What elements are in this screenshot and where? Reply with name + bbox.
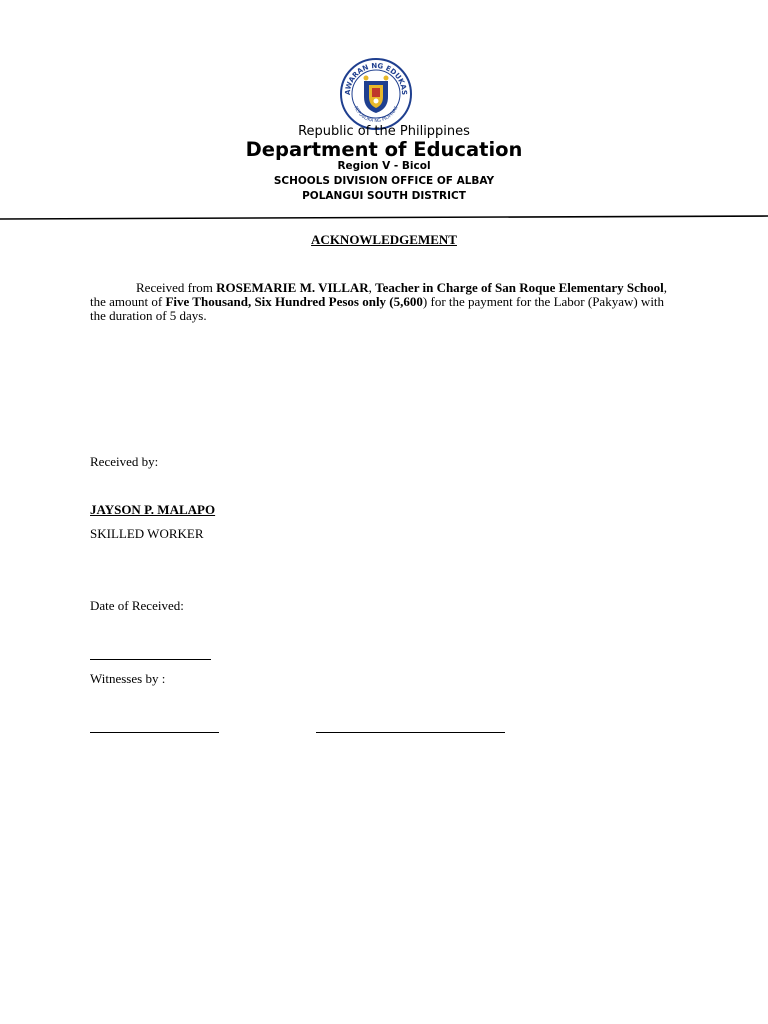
paragraph-mid: , the amount of: [90, 280, 667, 309]
paragraph-intro: Received from: [136, 280, 217, 295]
witness-2-signature-line: [316, 732, 505, 733]
payer-role: Teacher in Charge of San Roque Elementary School: [375, 280, 664, 295]
paragraph-tail: for the payment for the Labor (Pakyaw) with the duration of 5 days.: [90, 294, 665, 323]
document-title: ACKNOWLEDGEMENT: [311, 232, 457, 247]
received-by-label: Received by:: [90, 454, 159, 469]
receiver-position: SKILLED WORKER: [90, 526, 204, 541]
paragraph-sep: ,: [368, 280, 376, 295]
svg-text:REPUBLIKA NG PILIPINAS: REPUBLIKA NG PILIPINAS: [352, 105, 400, 125]
acknowledgement-paragraph: [90, 281, 680, 323]
svg-text:KAGAWARAN NG EDUKASYON: AWARAN NG EDUKAS: [343, 61, 409, 96]
region-heading: Region V - Bicol: [337, 160, 431, 172]
date-received-label: Date of Received:: [90, 598, 184, 613]
paragraph-close-paren: ): [422, 294, 428, 309]
payment-amount: Five Thousand, Six Hundred Pesos only (5,600: [165, 294, 423, 309]
witnesses-label: Witnesses by :: [90, 671, 166, 686]
witness-1-signature-line: [90, 732, 219, 733]
district-heading: POLANGUI SOUTH DISTRICT: [302, 190, 466, 202]
receiver-name: JAYSON P. MALAPO: [90, 502, 216, 517]
department-heading: Department of Education: [245, 138, 523, 161]
header-divider: [0, 215, 768, 220]
republic-heading: Republic of the Philippines: [298, 124, 470, 139]
deped-seal-icon: [339, 57, 413, 131]
payer-name: ROSEMARIE M. VILLAR: [216, 280, 369, 295]
date-signature-line: [90, 659, 211, 660]
division-heading: SCHOOLS DIVISION OFFICE OF ALBAY: [273, 175, 495, 187]
